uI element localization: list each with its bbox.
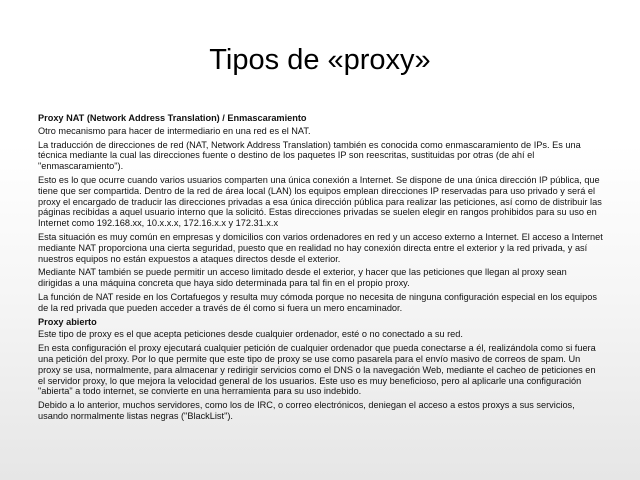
nat-paragraph-3: Esto es lo que ocurre cuando varios usuarios comparten una única conexión a Internet. Se dispone de una única dirección IP pública, que tiene que ser compartida. Dentro de la red de área local (LAN) los equipos emplean direcciones IP reservadas para uso privado y será el proxy el encargado de traducir las direcciones privadas a esa única dirección pública para realizar las peticiones, así como de distribuir las páginas recibidas a aquel usuario interno que la solicitó. Estas direcciones privadas se suelen elegir en rangos prohibidos para su uso en Internet como 192.168.xx, 10.x.x.x, 172.16.x.x y 172.31.x.x (38, 174, 602, 229)
slide-body (38, 113, 603, 425)
nat-paragraph-2: La traducción de direcciones de red (NAT, Network Address Translation) también es conocida como enmascaramiento de IPs. Es una técnica mediante la cual las direcciones fuente o destino de los paquetes IP son reescritas, sustituidas por otras (de ahí el "enmascaramiento"). (38, 139, 581, 172)
nat-paragraph-1: Otro mecanismo para hacer de intermediario en una red es el NAT. (38, 125, 311, 136)
nat-paragraph-6: La función de NAT reside en los Cortafuegos y resulta muy cómoda porque no necesita de ninguna configuración especial en los equipos de la red privada que pueden acceder a través de él como si fuera un mero encaminador. (38, 291, 597, 313)
open-proxy-paragraph-2: En esta configuración el proxy ejecutará cualquier petición de cualquier ordenador que pueda conectarse a él, realizándola como si fuera una petición del proxy. Por lo que permite que este tipo de proxy se use como pasarela para el envío masivo de correos de spam. Un proxy se usa, normalmente, para almacenar y redirigir servicios como el DNS o la navegación Web, mediante el cacheo de peticiones en el servidor proxy, lo que mejora la velocidad general de los usuarios. Este uso es muy beneficioso, pero al aplicarle una configuración "abierta" a todo internet, se convierte en una herramienta para su uso indebido. (38, 343, 596, 397)
section-heading-open-proxy: Proxy abierto (38, 316, 97, 327)
open-proxy-paragraph-1: Este tipo de proxy es el que acepta peticiones desde cualquier ordenador, esté o no conectado a su red. (38, 329, 463, 340)
section-heading-nat: Proxy NAT (Network Address Translation) / Enmascaramiento (38, 113, 307, 123)
open-proxy-paragraph-3: Debido a lo anterior, muchos servidores, como los de IRC, o correo electrónicos, deniegan el acceso a estos proxys a sus servicios, usando normalmente listas negras ("BlackList"). (38, 400, 575, 421)
nat-paragraph-4: Esta situación es muy común en empresas y domicilios con varios ordenadores en red y un acceso externo a Internet. El acceso a Internet mediante NAT proporciona una cierta seguridad, puesto que en realidad no hay conexión directa entre el exterior y la red privada, y así nuestros equipos no están expuestos a ataques directos desde el exterior. (38, 231, 603, 264)
slide-title: Tipos de «proxy» (209, 44, 431, 76)
nat-paragraph-5: Mediante NAT también se puede permitir un acceso limitado desde el exterior, y hacer que las peticiones que llegan al proxy sean dirigidas a una máquina concreta que haya sido determinada para tal fin en el propio proxy. (38, 267, 567, 289)
